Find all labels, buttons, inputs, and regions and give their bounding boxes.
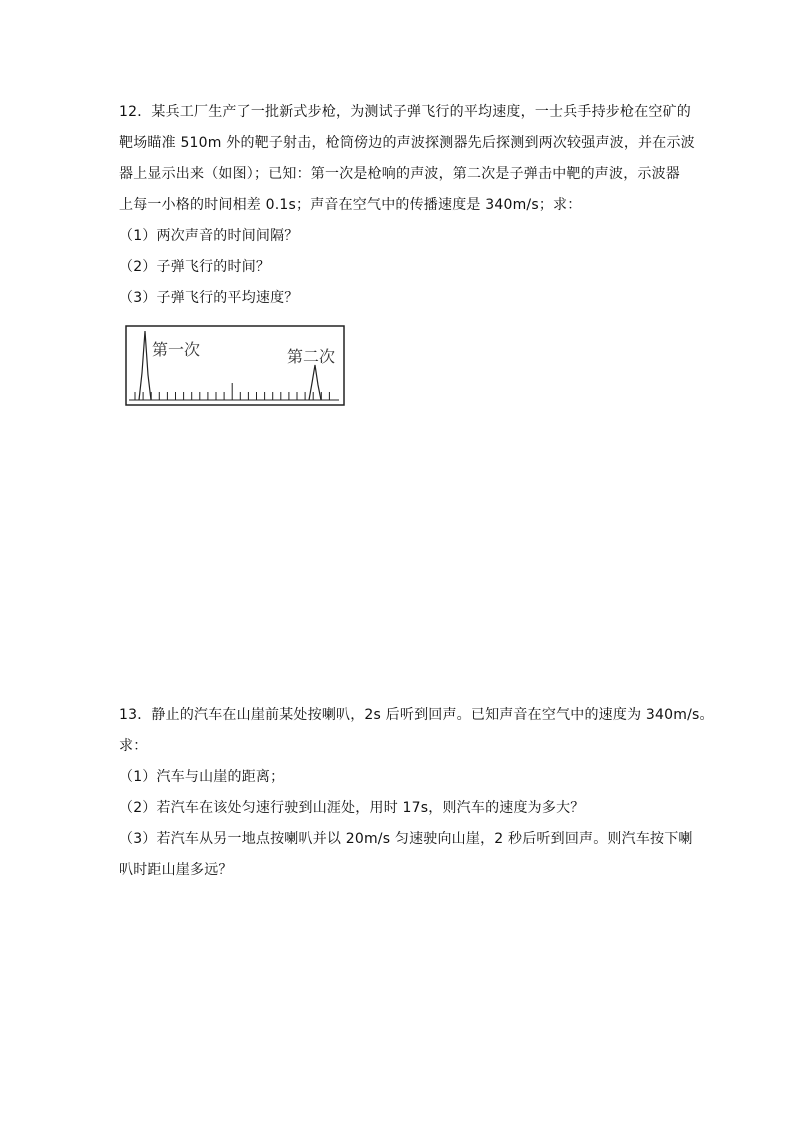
label-first-sound: 第一次 bbox=[152, 340, 201, 359]
q13-subquestion-1: （1）汽车与山崖的距离； bbox=[119, 769, 285, 785]
q12-subquestion-1: （1）两次声音的时间间隔？ bbox=[119, 228, 299, 244]
q13-text-line-1: 13．静止的汽车在山崖前某处按喇叭，2s 后听到回声。已知声音在空气中的速度为 340m/s。 bbox=[119, 707, 714, 723]
q13-subquestion-3: （3）若汽车从另一地点按喇叭并以 20m/s 匀速驶向山崖，2 秒后听到回声。则汽车按下喇 bbox=[119, 831, 693, 847]
q13-subquestion-2: （2）若汽车在该处匀速行驶到山涯处，用时 17s，则汽车的速度为多大？ bbox=[119, 800, 585, 816]
q12-text-line-1: 12．某兵工厂生产了一批新式步枪，为测试子弹飞行的平均速度，一士兵手持步枪在空矿的 bbox=[119, 104, 692, 120]
q13-text-line-2: 求： bbox=[119, 738, 148, 754]
q12-text-line-4: 上每一小格的时间相差 0.1s；声音在空气中的传播速度是 340m/s；求： bbox=[119, 197, 582, 213]
q12-text-line-3: 器上显示出来（如图）；已知：第一次是枪响的声波，第二次是子弹击中靶的声波，示波器 bbox=[119, 166, 680, 182]
label-second-sound: 第二次 bbox=[287, 347, 336, 366]
q12-subquestion-2: （2）子弹飞行的时间？ bbox=[119, 259, 271, 275]
q12-subquestion-3: （3）子弹飞行的平均速度？ bbox=[119, 290, 299, 306]
oscilloscope-figure bbox=[125, 325, 345, 407]
q13-subquestion-3-continued: 叭时距山崖多远？ bbox=[119, 862, 233, 878]
q12-text-line-2: 靶场瞄准 510m 外的靶子射击，枪筒傍边的声波探测器先后探测到两次较强声波，并在示波 bbox=[119, 135, 695, 151]
